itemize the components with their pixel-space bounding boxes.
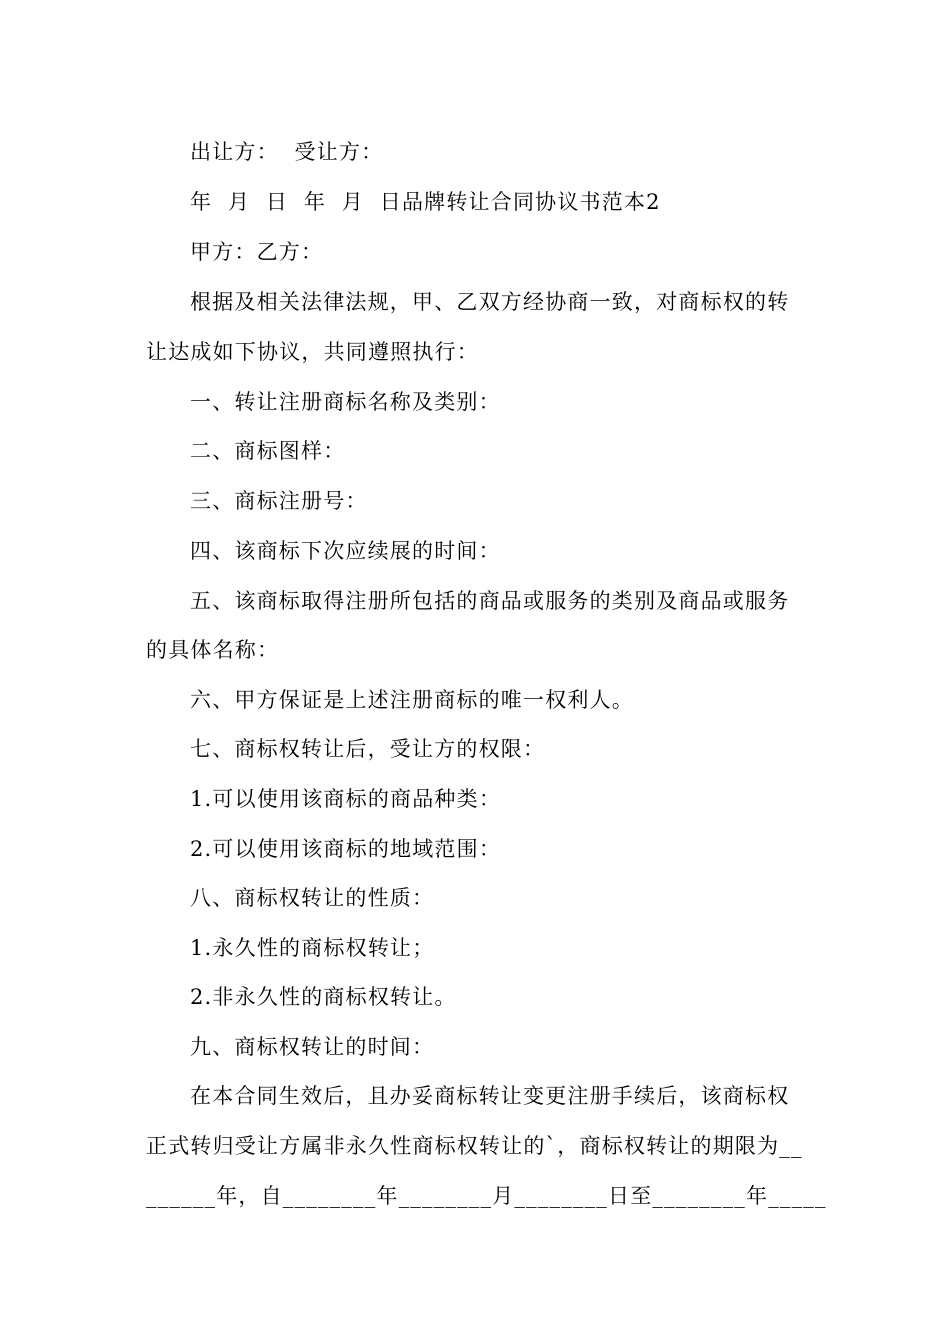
clause-9-paragraph-line-3: ______年，自________年________月________日至________年_____	[146, 1184, 827, 1208]
clause-9: 九、商标权转让的时间：	[190, 1035, 435, 1059]
clause-7-item-2: 2.可以使用该商标的地域范围：	[190, 837, 502, 861]
clause-5-line-2: 的具体名称：	[146, 638, 280, 662]
party-a-b-line: 甲方：乙方：	[190, 240, 324, 264]
clause-9-paragraph-line-1: 在本合同生效后，且办妥商标转让变更注册手续后，该商标权	[190, 1084, 790, 1108]
parties-line: 出让方： 受让方：	[190, 140, 384, 164]
clause-8-item-2: 2.非永久性的商标权转让。	[190, 985, 457, 1009]
clause-1: 一、转让注册商标名称及类别：	[190, 390, 501, 414]
clause-7-item-1: 1.可以使用该商标的商品种类：	[190, 787, 502, 811]
paragraph-intro-line-1: 根据及相关法律法规，甲、乙双方经协商一致，对商标权的转	[190, 290, 790, 314]
clause-6: 六、甲方保证是上述注册商标的唯一权利人。	[190, 688, 634, 712]
clause-9-paragraph-line-2: 正式转归受让方属非永久性商标权转让的`，商标权转让的期限为__	[146, 1134, 803, 1158]
clause-8: 八、商标权转让的性质：	[190, 886, 435, 910]
date-title-line: 年 月 日 年 月 日品牌转让合同协议书范本2	[190, 190, 661, 214]
clause-7: 七、商标权转让后，受让方的权限：	[190, 737, 546, 761]
paragraph-intro-line-2: 让达成如下协议，共同遵照执行：	[146, 340, 479, 364]
clause-3: 三、商标注册号：	[190, 489, 368, 513]
clause-5-line-1: 五、该商标取得注册所包括的商品或服务的类别及商品或服务	[190, 589, 790, 613]
clause-4: 四、该商标下次应续展的时间：	[190, 539, 501, 563]
clause-8-item-1: 1.永久性的商标权转让；	[190, 936, 435, 960]
clause-2: 二、商标图样：	[190, 439, 346, 463]
